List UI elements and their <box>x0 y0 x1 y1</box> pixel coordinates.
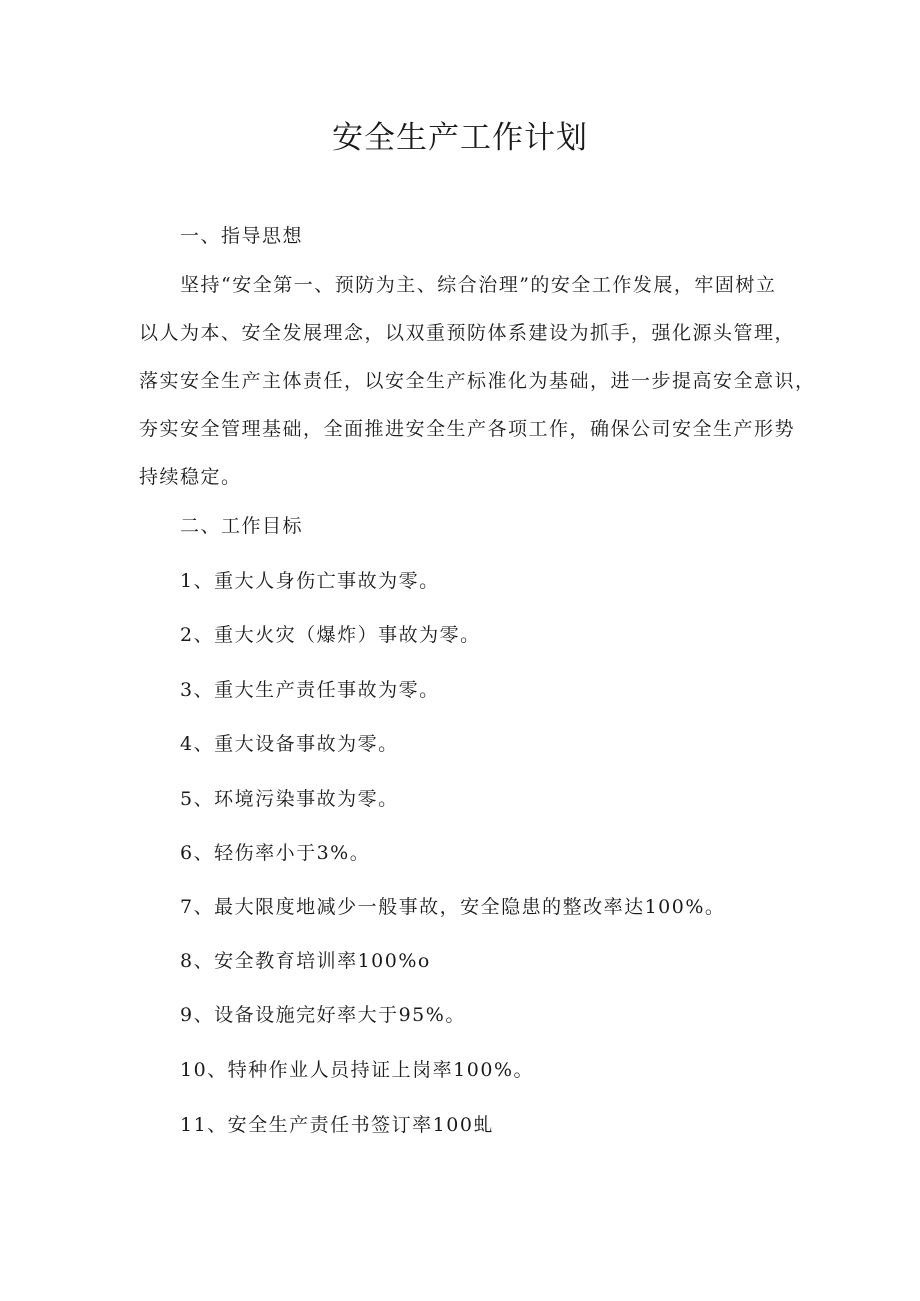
paragraph-line: 以人为本、安全发展理念，以双重预防体系建设为抓手，强化源头管理， <box>139 322 796 344</box>
paragraph-line: 夯实安全管理基础，全面推进安全生产各项工作，确保公司安全生产形势 <box>139 418 796 440</box>
goal-item: 5、环境污染事故为零。 <box>180 788 399 810</box>
document-title: 安全生产工作计划 <box>332 120 588 156</box>
goal-item: 2、重大火灾（爆炸）事故为零。 <box>180 624 481 646</box>
goal-item: 9、设备设施完好率大于95%。 <box>180 1004 466 1026</box>
goal-item: 3、重大生产责任事故为零。 <box>180 679 440 701</box>
goal-item: 10、特种作业人员持证上岗率100%。 <box>180 1059 534 1081</box>
goal-item: 11、安全生产责任书签订率100虬 <box>180 1114 494 1136</box>
goal-item: 7、最大限度地减少一般事故，安全隐患的整改率达100%。 <box>180 896 726 918</box>
goal-item: 1、重大人身伤亡事故为零。 <box>180 570 440 592</box>
paragraph-line: 持续稳定。 <box>139 466 242 488</box>
section-heading-guiding-thought: 一、指导思想 <box>180 225 304 247</box>
goal-item: 6、轻伤率小于3%。 <box>180 842 371 864</box>
section-heading-work-goals: 二、工作目标 <box>180 515 304 537</box>
paragraph-line: 落实安全生产主体责任，以安全生产标准化为基础，进一步提高安全意识， <box>139 370 816 392</box>
goal-item: 8、安全教育培训率100%o <box>180 950 431 972</box>
paragraph-line: 坚持“安全第一、预防为主、综合治理”的安全工作发展，牢固树立 <box>180 274 777 296</box>
goal-item: 4、重大设备事故为零。 <box>180 733 399 755</box>
